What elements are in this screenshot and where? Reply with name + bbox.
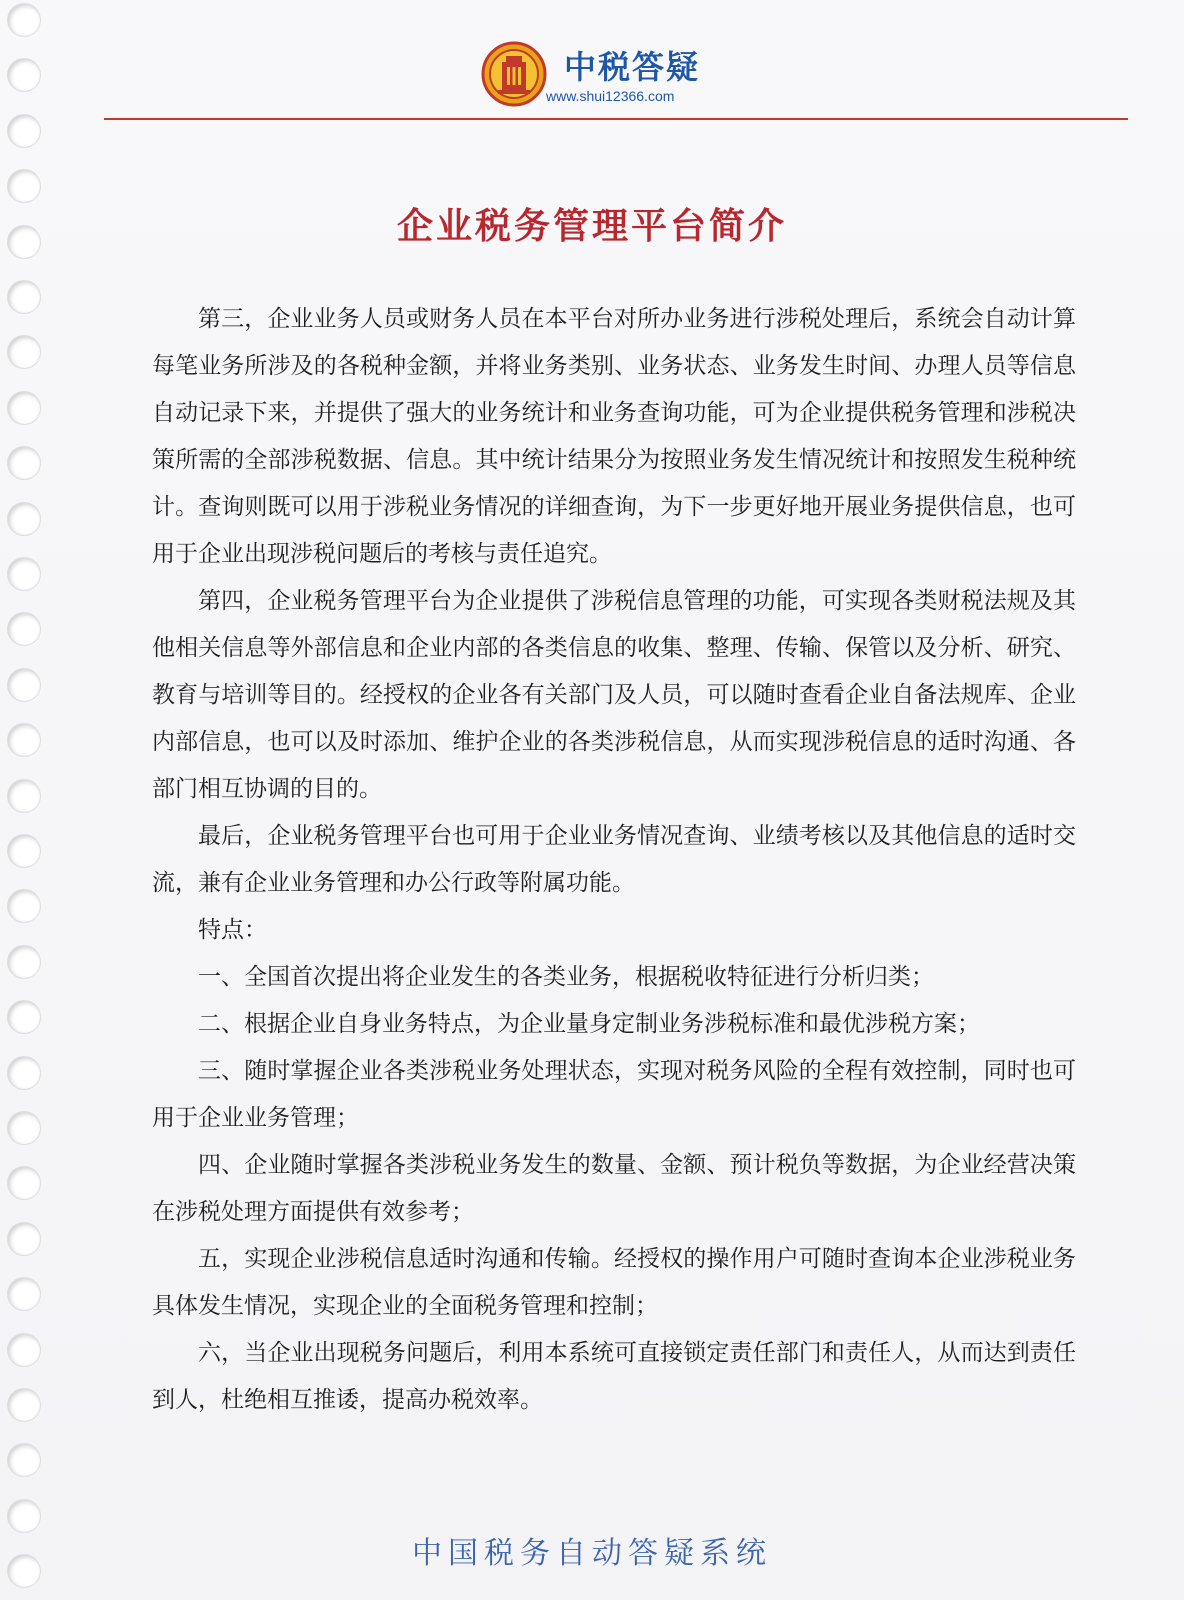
document-body <box>152 296 1076 1424</box>
feature-item-5: 五，实现企业涉税信息适时沟通和传输。经授权的操作用户可随时查询本企业涉税业务具体发生情况，实现企业的全面税务管理和控制； <box>152 1246 1076 1319</box>
binder-hole <box>8 1334 40 1366</box>
binder-hole <box>8 1057 40 1089</box>
binder-hole <box>8 890 40 922</box>
binder-hole <box>8 1278 40 1310</box>
paragraph-fourth: 第四，企业税务管理平台为企业提供了涉税信息管理的功能，可实现各类财税法规及其他相关信息等外部信息和企业内部的各类信息的收集、整理、传输、保管以及分析、研究、教育与培训等目的。经授权的企业各有关部门及人员，可以随时查看企业自备法规库、企业内部信息，也可以及时添加、维护企业的各类涉税信息，从而实现涉税信息的适时沟通、各部门相互协调的目的。 <box>152 588 1076 802</box>
binder-hole <box>8 4 40 36</box>
feature-item-2: 二、根据企业自身业务特点，为企业量身定制业务涉税标准和最优涉税方案； <box>198 1011 980 1037</box>
binder-hole <box>8 780 40 812</box>
binder-hole <box>8 392 40 424</box>
paragraph-third: 第三，企业业务人员或财务人员在本平台对所办业务进行涉税处理后，系统会自动计算每笔业务所涉及的各税种金额，并将业务类别、业务状态、业务发生时间、办理人员等信息自动记录下来，并提供了强大的业务统计和业务查询功能，可为企业提供税务管理和涉税决策所需的全部涉税数据、信息。其中统计结果分为按照业务发生情况统计和按照发生税种统计。查询则既可以用于涉税业务情况的详细查询，为下一步更好地开展业务提供信息，也可用于企业出现涉税问题后的考核与责任追究。 <box>152 306 1076 567</box>
footer-caption: 中国税务自动答疑系统 <box>412 1536 772 1571</box>
features-heading: 特点： <box>198 917 267 943</box>
feature-item-4: 四、企业随时掌握各类涉税业务发生的数量、金额、预计税负等数据，为企业经营决策在涉税处理方面提供有效参考； <box>152 1152 1076 1225</box>
binder-hole <box>8 1500 40 1532</box>
binder-hole <box>8 503 40 535</box>
binder-hole <box>8 1389 40 1421</box>
binder-hole <box>8 1167 40 1199</box>
brand-logo <box>480 36 720 112</box>
binder-hole <box>8 835 40 867</box>
binder-hole <box>8 724 40 756</box>
binder-hole <box>8 1112 40 1144</box>
brand-url: www.shui12366.com <box>546 88 675 104</box>
tax-emblem-icon <box>480 40 548 108</box>
binder-hole <box>8 613 40 645</box>
binder-hole <box>8 946 40 978</box>
feature-item-1: 一、全国首次提出将企业发生的各类业务，根据税收特征进行分析归类； <box>198 964 934 990</box>
paragraph-finally: 最后，企业税务管理平台也可用于企业业务情况查询、业绩考核以及其他信息的适时交流，兼有企业业务管理和办公行政等附属功能。 <box>152 823 1076 896</box>
binder-hole <box>8 669 40 701</box>
brand-name: 中税答疑 <box>564 48 701 86</box>
header-divider <box>104 118 1128 120</box>
binder-hole <box>8 447 40 479</box>
binder-hole <box>8 1001 40 1033</box>
binder-hole <box>8 281 40 313</box>
binder-hole <box>8 558 40 590</box>
binder-hole <box>8 115 40 147</box>
document-title: 企业税务管理平台简介 <box>396 206 787 247</box>
binder-hole <box>8 336 40 368</box>
binder-hole <box>8 1444 40 1476</box>
letterhead <box>0 36 1184 116</box>
feature-item-3: 三、随时掌握企业各类涉税业务处理状态，实现对税务风险的全程有效控制，同时也可用于企业业务管理； <box>152 1058 1076 1131</box>
binder-hole <box>8 1223 40 1255</box>
feature-item-6: 六，当企业出现税务问题后，利用本系统可直接锁定责任部门和责任人，从而达到责任到人，杜绝相互推诿，提高办税效率。 <box>152 1340 1076 1413</box>
